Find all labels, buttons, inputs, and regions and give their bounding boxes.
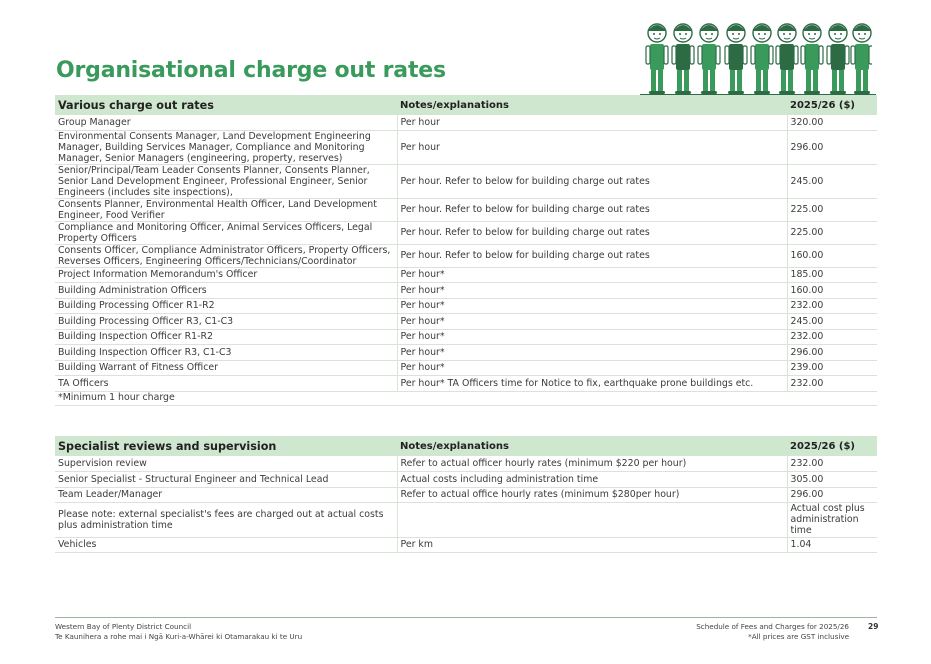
header-notes: Notes/explanations: [397, 436, 787, 456]
row-description: Environmental Consents Manager, Land Development Engineering Manager, Building Services Manager, Compliance and Monitoring Manager, Senior Managers (engineering, property, reserves): [55, 130, 397, 164]
table-row: [55, 282, 877, 298]
row-description: Group Manager: [55, 115, 397, 130]
footer-left: [55, 622, 302, 642]
row-notes: Refer to actual officer hourly rates (minimum $220 per hour): [397, 456, 787, 471]
table-row: [55, 221, 877, 244]
row-description: Building Inspection Officer R1-R2: [55, 329, 397, 344]
row-price: 1.04: [787, 537, 877, 552]
row-notes: Per hour*: [397, 313, 787, 329]
specialist-reviews-table: [55, 436, 877, 553]
row-price: 185.00: [787, 267, 877, 282]
row-description: Building Inspection Officer R3, C1-C3: [55, 344, 397, 360]
footer-right: [696, 622, 849, 642]
charge-out-rates-table: [55, 95, 877, 392]
row-price: 160.00: [787, 244, 877, 267]
header-rate-type: Various charge out rates: [55, 95, 397, 115]
table-row: [55, 115, 877, 130]
row-description: Consents Planner, Environmental Health Officer, Land Development Engineer, Food Verifier: [55, 198, 397, 221]
row-price: 225.00: [787, 198, 877, 221]
row-price: Actual cost plus administration time: [787, 502, 877, 537]
table-row: [55, 487, 877, 502]
table-row: [55, 313, 877, 329]
row-price: 232.00: [787, 298, 877, 313]
table-row: [55, 267, 877, 282]
table-row: [55, 375, 877, 391]
row-description: TA Officers: [55, 375, 397, 391]
row-notes: Per hour. Refer to below for building charge out rates: [397, 244, 787, 267]
row-description: Senior Specialist - Structural Engineer and Technical Lead: [55, 471, 397, 487]
row-price: 245.00: [787, 313, 877, 329]
council-name: Western Bay of Plenty District Council: [55, 622, 192, 631]
minimum-charge-note: *Minimum 1 hour charge: [58, 392, 175, 403]
row-description: Consents Officer, Compliance Administrator Officers, Property Officers, Reverses Officers, Engineering Officers/Technicians/Coordinator: [55, 244, 397, 267]
row-price: 232.00: [787, 456, 877, 471]
row-price: 320.00: [787, 115, 877, 130]
row-price: 296.00: [787, 487, 877, 502]
row-description: Building Administration Officers: [55, 282, 397, 298]
row-price: 225.00: [787, 221, 877, 244]
person-figure: [851, 24, 872, 94]
row-price: 232.00: [787, 329, 877, 344]
row-description: Compliance and Monitoring Officer, Animal Services Officers, Legal Property Officers: [55, 221, 397, 244]
row-notes: Per hour*: [397, 298, 787, 313]
row-description: Building Warrant of Fitness Officer: [55, 360, 397, 375]
table-row: [55, 344, 877, 360]
row-notes: Per hour. Refer to below for building charge out rates: [397, 198, 787, 221]
header-review-type: Specialist reviews and supervision: [55, 436, 397, 456]
row-description: Building Processing Officer R3, C1-C3: [55, 313, 397, 329]
table-row: [55, 130, 877, 164]
table-row: [55, 471, 877, 487]
person-figure: [776, 24, 798, 94]
row-description: Vehicles: [55, 537, 397, 552]
table-header-row: [55, 436, 877, 456]
person-figure: [725, 24, 747, 94]
row-price: 296.00: [787, 344, 877, 360]
table-row: [55, 456, 877, 471]
row-price: 239.00: [787, 360, 877, 375]
table-row: [55, 360, 877, 375]
row-description: Senior/Principal/Team Leader Consents Planner, Consents Planner, Senior Land Development Engineer, Professional Engineer, Senior Engineers (includes site inspections),: [55, 164, 397, 198]
header-notes: Notes/explanations: [397, 95, 787, 115]
row-notes: Per hour. Refer to below for building charge out rates: [397, 221, 787, 244]
footer-divider: [55, 617, 877, 618]
row-notes: Per hour. Refer to below for building charge out rates: [397, 164, 787, 198]
note-divider: [55, 405, 877, 406]
person-figure: [646, 24, 668, 94]
row-price: 160.00: [787, 282, 877, 298]
table-row: [55, 329, 877, 344]
table-row: [55, 164, 877, 198]
row-notes: Per hour*: [397, 282, 787, 298]
person-figure: [827, 24, 849, 94]
table-row: [55, 502, 877, 537]
person-figure: [801, 24, 823, 94]
row-notes: Per hour* TA Officers time for Notice to fix, earthquake prone buildings etc.: [397, 375, 787, 391]
document-title: Schedule of Fees and Charges for 2025/26: [696, 622, 849, 631]
row-notes: Per hour*: [397, 329, 787, 344]
row-notes: Refer to actual office hourly rates (minimum $280per hour): [397, 487, 787, 502]
row-description: Supervision review: [55, 456, 397, 471]
row-notes: Per hour: [397, 130, 787, 164]
table-row: [55, 298, 877, 313]
row-description: Please note: external specialist's fees are charged out at actual costs plus administration time: [55, 502, 397, 537]
row-notes: [397, 502, 787, 537]
page-number: 29: [868, 622, 879, 631]
row-notes: Per hour*: [397, 267, 787, 282]
row-notes: Per hour: [397, 115, 787, 130]
table-row: [55, 198, 877, 221]
page-title: Organisational charge out rates: [56, 58, 446, 83]
person-figure: [672, 24, 694, 94]
person-figure: [751, 24, 773, 94]
row-price: 305.00: [787, 471, 877, 487]
person-figure: [698, 24, 720, 94]
row-price: 296.00: [787, 130, 877, 164]
row-notes: Per km: [397, 537, 787, 552]
gst-note: *All prices are GST inclusive: [748, 632, 849, 641]
council-maori-name: Te Kaunihera a rohe mai i Ngā Kuri-a-Whārei ki Otamarakau ki te Uru: [55, 632, 303, 641]
table-header-row: [55, 95, 877, 115]
people-illustration-icon: [642, 18, 872, 96]
table-row: [55, 244, 877, 267]
header-price: 2025/26 ($): [787, 436, 877, 456]
row-description: Team Leader/Manager: [55, 487, 397, 502]
row-price: 245.00: [787, 164, 877, 198]
row-notes: Actual costs including administration time: [397, 471, 787, 487]
header-price: 2025/26 ($): [787, 95, 877, 115]
row-notes: Per hour*: [397, 360, 787, 375]
row-description: Building Processing Officer R1-R2: [55, 298, 397, 313]
row-price: 232.00: [787, 375, 877, 391]
table-row: [55, 537, 877, 552]
row-description: Project Information Memorandum's Officer: [55, 267, 397, 282]
row-notes: Per hour*: [397, 344, 787, 360]
